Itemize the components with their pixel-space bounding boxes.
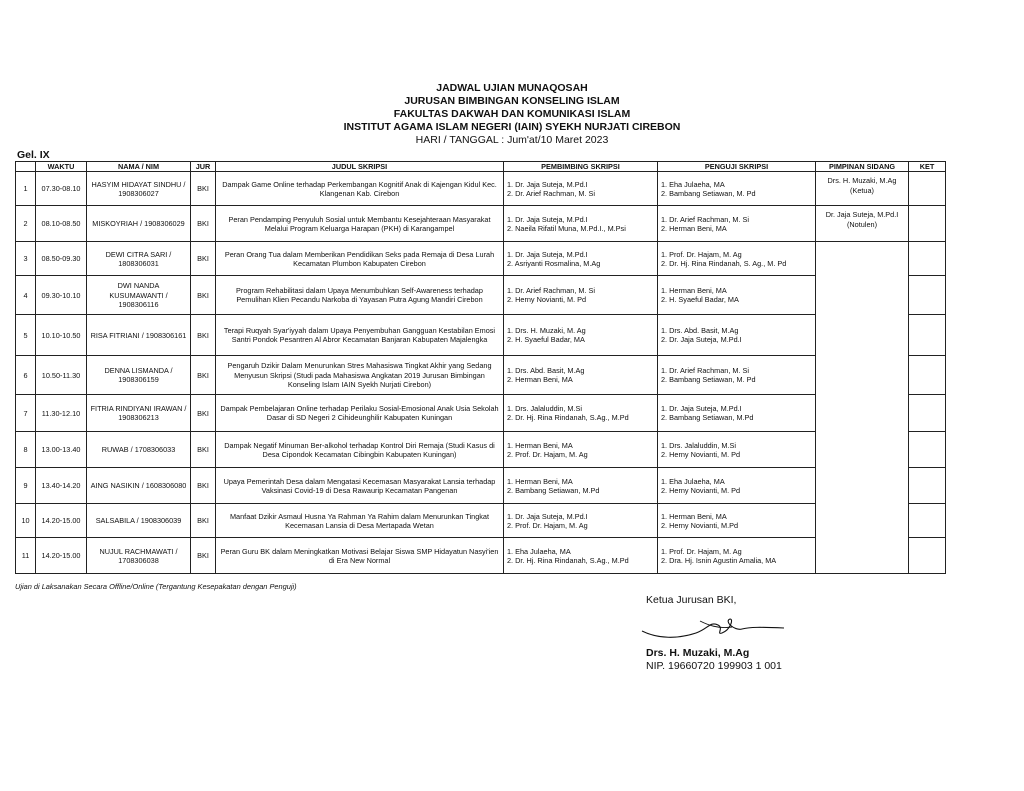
examiner-1: 1. Drs. Abd. Basit, M.Ag: [661, 326, 739, 335]
thesis-title: Upaya Pemerintah Desa dalam Mengatasi Kecemasan Masyarakat Lansia terhadap Vaksinasi Covid-19 di Desa Rawaurip Kecamatan Pangenan: [216, 468, 504, 504]
examiners: [658, 172, 816, 206]
row-number: 3: [16, 242, 36, 276]
supervisor-2: 2. Dr. Hj. Rina Rindanah, S.Ag., M.Pd: [507, 413, 629, 423]
supervisors: [504, 172, 658, 206]
examiner-1: 1. Herman Beni, MA: [661, 511, 727, 521]
session-chair: [816, 172, 909, 206]
supervisor-1: 1. Eha Julaeha, MA: [507, 546, 571, 556]
examiner-1: 1. Prof. Dr. Hajam, M. Ag: [661, 546, 742, 556]
examiner-1: 1. Dr. Jaja Suteja, M.Pd.I: [661, 404, 742, 413]
student-name-nim: RISA FITRIANI / 1908306161: [87, 315, 191, 356]
supervisor-1: 1. Drs. Abd. Basit, M.Ag: [507, 366, 585, 375]
row-number: 5: [16, 315, 36, 356]
examiners: [658, 206, 816, 242]
department: BKI: [191, 538, 216, 574]
notes-cell: [909, 242, 946, 276]
department: BKI: [191, 315, 216, 356]
header-faculty: FAKULTAS DAKWAH DAN KOMUNIKASI ISLAM: [393, 108, 631, 120]
examiner-2: 2. Herny Novianti, M. Pd: [661, 485, 741, 495]
exam-time: 10.10-10.50: [36, 315, 87, 356]
table-row: [16, 276, 946, 315]
supervisors: [504, 206, 658, 242]
notes-cell: [909, 538, 946, 574]
examiner-2: 2. Bambang Setiawan, M.Pd: [661, 413, 754, 423]
col-header-nama: NAMA / NIM: [87, 162, 191, 172]
student-name-nim: RUWAB / 1708306033: [87, 432, 191, 468]
department: BKI: [191, 276, 216, 315]
examiners: [658, 276, 816, 315]
supervisor-2: 2. Herman Beni, MA: [507, 375, 573, 385]
exam-time: 10.50-11.30: [36, 356, 87, 395]
notes-cell: [909, 504, 946, 538]
student-name-nim: HASYIM HIDAYAT SINDHU / 1908306027: [87, 172, 191, 206]
row-number: 9: [16, 468, 36, 504]
col-header-pimpinan: PIMPINAN SIDANG: [816, 162, 909, 172]
col-header-ket: KET: [909, 162, 946, 172]
examiner-1: 1. Dr. Arief Rachman, M. Si: [661, 214, 749, 224]
thesis-title: Dampak Game Online terhadap Perkembangan Kognitif Anak di Kajengan Kidul Kec. Klangenan Kab. Cirebon: [216, 172, 504, 206]
table-row: [16, 356, 946, 395]
thesis-title: Terapi Ruqyah Syar'iyyah dalam Upaya Penyembuhan Gangguan Kestabilan Emosi Santri Pondok Pesantren Al Abror Kecamatan Banjaran Kabupaten Majalengka: [216, 315, 504, 356]
exam-time: 14.20-15.00: [36, 504, 87, 538]
exam-time: 08.10-08.50: [36, 206, 87, 242]
header-date: HARI / TANGGAL : Jum'at/10 Maret 2023: [415, 134, 609, 146]
examiner-1: 1. Prof. Dr. Hajam, M. Ag: [661, 249, 742, 259]
student-name-nim: DEWI CITRA SARI / 1808306031: [87, 242, 191, 276]
table-row: [16, 504, 946, 538]
supervisors: [504, 468, 658, 504]
examiner-2: 2. Herny Novianti, M. Pd: [661, 449, 741, 459]
col-header-penguji: PENGUJI SKRIPSI: [658, 162, 816, 172]
examiner-2: 2. Herman Beni, MA: [661, 223, 727, 233]
exam-time: 13.00-13.40: [36, 432, 87, 468]
session-chair: [816, 206, 909, 242]
examiner-2: 2. H. Syaeful Badar, MA: [661, 295, 739, 305]
supervisors: [504, 395, 658, 432]
schedule-table: [15, 161, 946, 574]
examiner-1: 1. Dr. Arief Rachman, M. Si: [661, 366, 749, 375]
examiners: [658, 242, 816, 276]
notes-cell: [909, 172, 946, 206]
examiner-2: 2. Dr. Jaja Suteja, M.Pd.I: [661, 335, 742, 345]
supervisor-2: 2. H. Syaeful Badar, MA: [507, 335, 585, 345]
exam-time: 14.20-15.00: [36, 538, 87, 574]
examiners: [658, 315, 816, 356]
student-name-nim: AING NASIKIN / 1608306080: [87, 468, 191, 504]
row-number: 4: [16, 276, 36, 315]
thesis-title: Peran Orang Tua dalam Memberikan Pendidikan Seks pada Remaja di Desa Lurah Kecamatan Plumbon Kabupaten Cirebon: [216, 242, 504, 276]
department: BKI: [191, 504, 216, 538]
row-number: 7: [16, 395, 36, 432]
department: BKI: [191, 432, 216, 468]
thesis-title: Peran Pendamping Penyuluh Sosial untuk Membantu Kesejahteraan Masyarakat Melalui Program Keluarga Harapan (PKH) di Karangampel: [216, 206, 504, 242]
department: BKI: [191, 395, 216, 432]
col-header-judul: JUDUL SKRIPSI: [216, 162, 504, 172]
supervisors: [504, 432, 658, 468]
supervisor-1: 1. Drs. H. Muzaki, M. Ag: [507, 326, 586, 335]
supervisor-1: 1. Drs. Jalaluddin, M.Si: [507, 404, 583, 413]
col-header-jur: JUR: [191, 162, 216, 172]
notes-cell: [909, 468, 946, 504]
examiner-2: 2. Dra. Hj. Isnin Agustin Amalia, MA: [661, 555, 777, 565]
exam-time: 07.30-08.10: [36, 172, 87, 206]
supervisor-1: 1. Herman Beni, MA: [507, 476, 573, 486]
supervisor-1: 1. Dr. Jaja Suteja, M.Pd.I: [507, 179, 588, 189]
table-row: [16, 172, 946, 206]
supervisor-1: 1. Dr. Jaja Suteja, M.Pd.I: [507, 511, 588, 521]
department: BKI: [191, 206, 216, 242]
row-number: 8: [16, 432, 36, 468]
supervisor-2: 2. Naeila Rifatil Muna, M.Pd.I., M.Psi: [507, 223, 626, 233]
row-number: 2: [16, 206, 36, 242]
student-name-nim: DWI NANDA KUSUMAWANTI / 1908306116: [87, 276, 191, 315]
signature-name: Drs. H. Muzaki, M.Ag: [646, 647, 750, 659]
supervisors: [504, 356, 658, 395]
supervisor-2: 2. Prof. Dr. Hajam, M. Ag: [507, 520, 588, 530]
table-header-row: [16, 162, 946, 172]
row-number: 11: [16, 538, 36, 574]
department: BKI: [191, 356, 216, 395]
examiner-2: 2. Dr. Hj. Rina Rindanah, S. Ag., M. Pd: [661, 258, 787, 268]
examiners: [658, 504, 816, 538]
session-chair-empty: [816, 242, 909, 574]
table-row: [16, 395, 946, 432]
table-row: [16, 315, 946, 356]
examiners: [658, 395, 816, 432]
col-header-no: [16, 162, 36, 172]
col-header-pembimbing: PEMBIMBING SKRIPSI: [504, 162, 658, 172]
header-institute: INSTITUT AGAMA ISLAM NEGERI (IAIN) SYEKH NURJATI CIREBON: [343, 121, 681, 133]
notes-cell: [909, 356, 946, 395]
signature-block: [646, 594, 788, 673]
supervisor-2: 2. Dr. Arief Rachman, M. Si: [507, 188, 595, 198]
signature-title: Ketua Jurusan BKI,: [646, 594, 737, 606]
chair-name: Drs. H. Muzaki, M.Ag: [827, 176, 897, 186]
document-header: [0, 82, 1024, 147]
student-name-nim: NUJUL RACHMAWATI / 1708306038: [87, 538, 191, 574]
gelombang-label: Gel. IX: [17, 149, 50, 161]
supervisor-1: 1. Dr. Jaja Suteja, M.Pd.I: [507, 214, 588, 224]
exam-time: 09.30-10.10: [36, 276, 87, 315]
supervisor-1: 1. Dr. Jaja Suteja, M.Pd.I: [507, 249, 588, 259]
supervisors: [504, 276, 658, 315]
student-name-nim: DENNA LISMANDA / 1908306159: [87, 356, 191, 395]
thesis-title: Dampak Pembelajaran Online terhadap Perilaku Sosial-Emosional Anak Usia Sekolah Dasar di SD Negeri 2 Cihideunghilir Kabupaten Kuningan: [216, 395, 504, 432]
exam-time: 08.50-09.30: [36, 242, 87, 276]
supervisor-2: 2. Dr. Hj. Rina Rindanah, S.Ag., M.Pd: [507, 555, 629, 565]
chair-role: (Notulen): [846, 219, 877, 229]
examiner-2: 2. Bambang Setiawan, M. Pd: [661, 188, 756, 198]
handwritten-signature: [638, 609, 788, 643]
signature-nip: NIP. 19660720 199903 1 001: [646, 660, 782, 672]
chair-role: (Ketua): [850, 185, 874, 195]
footnote: Ujian di Laksanakan Secara Offline/Online (Tergantung Kesepakatan dengan Penguji): [15, 582, 297, 591]
session-chair-box: [819, 206, 905, 229]
examiner-1: 1. Drs. Jalaluddin, M.Si: [661, 440, 737, 450]
header-department: JURUSAN BIMBINGAN KONSELING ISLAM: [404, 95, 620, 107]
examiners: [658, 356, 816, 395]
supervisor-2: 2. Bambang Setiawan, M.Pd: [507, 485, 600, 495]
supervisors: [504, 242, 658, 276]
student-name-nim: MISKOYRIAH / 1908306029: [87, 206, 191, 242]
thesis-title: Program Rehabilitasi dalam Upaya Menumbuhkan Self-Awareness terhadap Pemulihan Klien Pecandu Narkoba di Yayasan Putra Agung Mandiri Cirebon: [216, 276, 504, 315]
department: BKI: [191, 468, 216, 504]
supervisors: [504, 504, 658, 538]
supervisor-2: 2. Herny Novianti, M. Pd: [507, 295, 587, 305]
table-row: [16, 242, 946, 276]
student-name-nim: SALSABILA / 1908306039: [87, 504, 191, 538]
exam-time: 13.40-14.20: [36, 468, 87, 504]
examiner-1: 1. Eha Julaeha, MA: [661, 179, 725, 189]
notes-cell: [909, 206, 946, 242]
thesis-title: Pengaruh Dzikir Dalam Menurunkan Stres Mahasiswa Tingkat Akhir yang Sedang Menyusun Skripsi (Studi pada Mahasiswa Angkatan 2019 Jurusan Bimbingan Konseling Islam IAIN Syekh Nurjati Cirebon): [216, 356, 504, 395]
student-name-nim: FITRIA RINDIYANI IRAWAN / 1908306213: [87, 395, 191, 432]
examiners: [658, 538, 816, 574]
notes-cell: [909, 395, 946, 432]
examiner-2: 2. Bambang Setiawan, M. Pd: [661, 375, 756, 385]
examiners: [658, 468, 816, 504]
supervisors: [504, 538, 658, 574]
table-row: [16, 206, 946, 242]
notes-cell: [909, 432, 946, 468]
table-row: [16, 468, 946, 504]
exam-time: 11.30-12.10: [36, 395, 87, 432]
thesis-title: Peran Guru BK dalam Meningkatkan Motivasi Belajar Siswa SMP Hidayatun Nasyi'ien di Era New Normal: [216, 538, 504, 574]
examiner-1: 1. Herman Beni, MA: [661, 286, 727, 295]
table-row: [16, 538, 946, 574]
supervisor-2: 2. Prof. Dr. Hajam, M. Ag: [507, 449, 588, 459]
row-number: 1: [16, 172, 36, 206]
department: BKI: [191, 242, 216, 276]
department: BKI: [191, 172, 216, 206]
examiner-2: 2. Herny Novianti, M.Pd: [661, 520, 739, 530]
examiners: [658, 432, 816, 468]
supervisor-1: 1. Herman Beni, MA: [507, 440, 573, 450]
chair-name: Dr. Jaja Suteja, M.Pd.I: [825, 210, 899, 220]
session-chair-box: [819, 172, 905, 195]
notes-cell: [909, 276, 946, 315]
thesis-title: Manfaat Dzikir Asmaul Husna Ya Rahman Ya Rahim dalam Menurunkan Tingkat Kecemasan Lansia di Desa Mertapada Wetan: [216, 504, 504, 538]
supervisors: [504, 315, 658, 356]
supervisor-2: 2. Asriyanti Rosmalina, M.Ag: [507, 258, 601, 268]
table-row: [16, 432, 946, 468]
supervisor-1: 1. Dr. Arief Rachman, M. Si: [507, 286, 595, 295]
row-number: 6: [16, 356, 36, 395]
row-number: 10: [16, 504, 36, 538]
col-header-waktu: WAKTU: [36, 162, 87, 172]
thesis-title: Dampak Negatif Minuman Ber-alkohol terhadap Kontrol Diri Remaja (Studi Kasus di Desa Cipondok Kecamatan Cibingbin Kabupaten Kuningan): [216, 432, 504, 468]
examiner-1: 1. Eha Julaeha, MA: [661, 476, 725, 486]
notes-cell: [909, 315, 946, 356]
header-title: JADWAL UJIAN MUNAQOSAH: [436, 82, 588, 94]
